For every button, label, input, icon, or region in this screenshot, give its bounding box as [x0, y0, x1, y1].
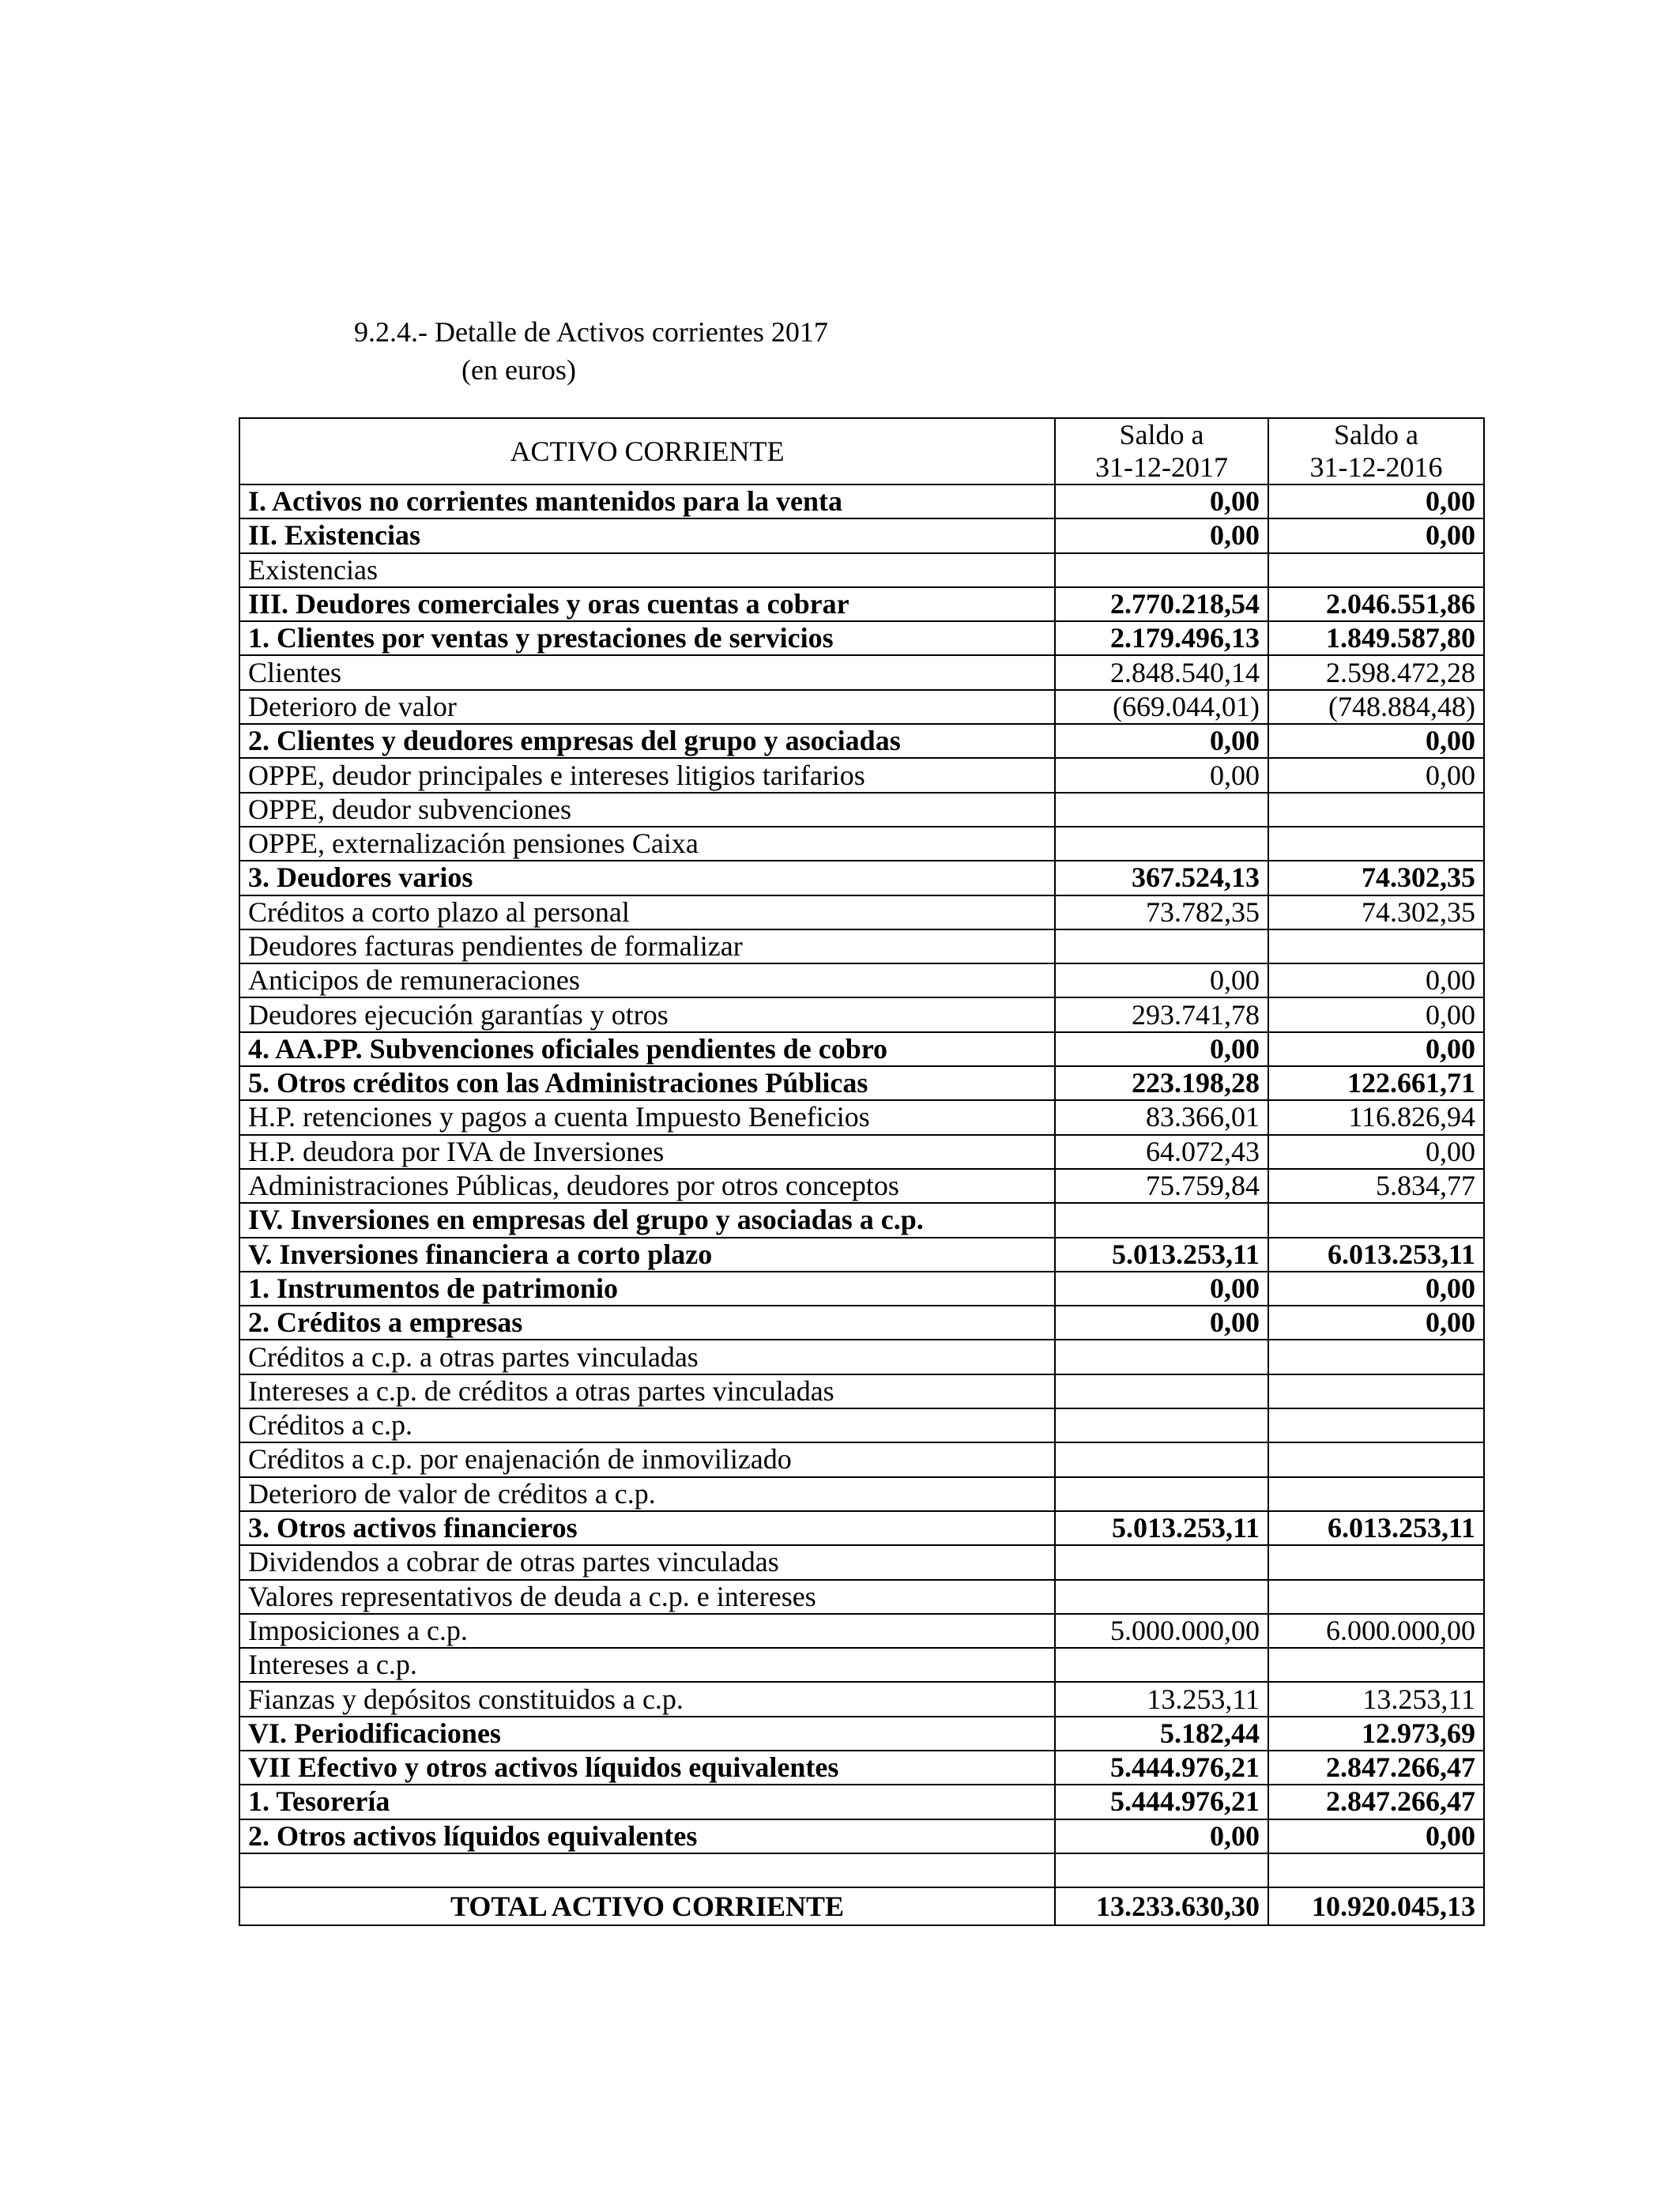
row-label: Créditos a corto plazo al personal [239, 895, 1055, 929]
row-value-2017 [1055, 929, 1268, 963]
row-label: VI. Periodificaciones [239, 1717, 1055, 1751]
row-value-2016: 13.253,11 [1268, 1682, 1484, 1716]
table-row [239, 793, 1484, 827]
table-row [239, 997, 1484, 1031]
document-title: 9.2.4.- Detalle de Activos corrientes 2017 [354, 316, 828, 348]
row-value-2017 [1055, 1477, 1268, 1511]
row-label: Existencias [239, 553, 1055, 587]
row-value-2017: 0,00 [1055, 1032, 1268, 1066]
table-row [239, 1511, 1484, 1545]
table-row [239, 690, 1484, 724]
table-row [239, 621, 1484, 655]
table-header-row [239, 418, 1484, 484]
table-row [239, 1238, 1484, 1272]
blank-row [239, 1853, 1484, 1887]
row-value-2016 [1268, 1203, 1484, 1237]
row-label: Deterioro de valor de créditos a c.p. [239, 1477, 1055, 1511]
row-value-2017: 0,00 [1055, 1272, 1268, 1306]
row-value-2016: 0,00 [1268, 724, 1484, 758]
row-value-2017: 293.741,78 [1055, 997, 1268, 1031]
table-row [239, 655, 1484, 689]
table-row [239, 553, 1484, 587]
row-value-2016: 2.847.266,47 [1268, 1785, 1484, 1819]
table-row [239, 1717, 1484, 1751]
row-value-2016: 122.661,71 [1268, 1066, 1484, 1100]
row-value-2016: 12.973,69 [1268, 1717, 1484, 1751]
table-row [239, 1066, 1484, 1100]
table-body [239, 484, 1484, 1853]
row-label: Fianzas y depósitos constituidos a c.p. [239, 1682, 1055, 1716]
row-label: Deterioro de valor [239, 690, 1055, 724]
table-row [239, 1100, 1484, 1134]
row-value-2016: 2.598.472,28 [1268, 655, 1484, 689]
row-value-2017: 5.000.000,00 [1055, 1614, 1268, 1648]
table-row [239, 1032, 1484, 1066]
table-row [239, 518, 1484, 552]
row-value-2016: 5.834,77 [1268, 1169, 1484, 1203]
row-value-2016 [1268, 793, 1484, 827]
row-label: Créditos a c.p. por enajenación de inmovilizado [239, 1442, 1055, 1476]
row-value-2016 [1268, 929, 1484, 963]
row-label: 1. Tesorería [239, 1785, 1055, 1819]
row-value-2016: 116.826,94 [1268, 1100, 1484, 1134]
row-value-2017 [1055, 1580, 1268, 1614]
row-value-2016: 0,00 [1268, 1306, 1484, 1340]
table-row [239, 1545, 1484, 1579]
header-2017-line2: 31-12-2017 [1095, 451, 1228, 483]
row-label: I. Activos no corrientes mantenidos para la venta [239, 484, 1055, 518]
table-row [239, 861, 1484, 895]
row-value-2017: 0,00 [1055, 963, 1268, 997]
row-value-2017: 223.198,28 [1055, 1066, 1268, 1100]
header-label: ACTIVO CORRIENTE [239, 418, 1055, 484]
row-value-2017 [1055, 1374, 1268, 1408]
table-row [239, 895, 1484, 929]
table-row [239, 963, 1484, 997]
total-label: TOTAL ACTIVO CORRIENTE [239, 1887, 1055, 1925]
row-label: 4. AA.PP. Subvenciones oficiales pendientes de cobro [239, 1032, 1055, 1066]
row-value-2017: 0,00 [1055, 1819, 1268, 1853]
table-row [239, 1169, 1484, 1203]
row-label: OPPE, externalización pensiones Caixa [239, 827, 1055, 861]
row-value-2016: 0,00 [1268, 997, 1484, 1031]
row-value-2017: 0,00 [1055, 758, 1268, 792]
row-value-2017: 5.013.253,11 [1055, 1511, 1268, 1545]
row-value-2017 [1055, 1203, 1268, 1237]
table-row [239, 1306, 1484, 1340]
table-row [239, 1374, 1484, 1408]
row-label: 1. Clientes por ventas y prestaciones de servicios [239, 621, 1055, 655]
table-row [239, 1408, 1484, 1442]
row-value-2016 [1268, 1340, 1484, 1374]
row-label: Valores representativos de deuda a c.p. e intereses [239, 1580, 1055, 1614]
row-label: 5. Otros créditos con las Administraciones Públicas [239, 1066, 1055, 1100]
row-label: II. Existencias [239, 518, 1055, 552]
table-row [239, 484, 1484, 518]
row-label: Créditos a c.p. [239, 1408, 1055, 1442]
total-value-2016: 10.920.045,13 [1268, 1887, 1484, 1925]
row-value-2016: 0,00 [1268, 484, 1484, 518]
row-value-2016 [1268, 1442, 1484, 1476]
header-2016-line2: 31-12-2016 [1309, 451, 1443, 483]
table-row [239, 827, 1484, 861]
row-label: 2. Clientes y deudores empresas del grupo y asociadas [239, 724, 1055, 758]
row-value-2017: 5.182,44 [1055, 1717, 1268, 1751]
row-value-2016 [1268, 827, 1484, 861]
row-label: 3. Otros activos financieros [239, 1511, 1055, 1545]
row-value-2016: 2.046.551,86 [1268, 587, 1484, 621]
row-value-2016 [1268, 1477, 1484, 1511]
row-label: Intereses a c.p. [239, 1648, 1055, 1682]
row-value-2017: 0,00 [1055, 484, 1268, 518]
total-value-2017: 13.233.630,30 [1055, 1887, 1268, 1925]
row-label: Dividendos a cobrar de otras partes vinculadas [239, 1545, 1055, 1579]
row-value-2017 [1055, 1442, 1268, 1476]
row-label: H.P. retenciones y pagos a cuenta Impuesto Beneficios [239, 1100, 1055, 1134]
table-row [239, 1272, 1484, 1306]
current-assets-table [239, 417, 1485, 1926]
row-value-2016: 6.013.253,11 [1268, 1238, 1484, 1272]
row-value-2016 [1268, 1374, 1484, 1408]
row-value-2016: 0,00 [1268, 963, 1484, 997]
table-row [239, 1751, 1484, 1785]
row-value-2017: 75.759,84 [1055, 1169, 1268, 1203]
row-label: Clientes [239, 655, 1055, 689]
table-row [239, 1580, 1484, 1614]
table-row [239, 724, 1484, 758]
row-value-2016: 1.849.587,80 [1268, 621, 1484, 655]
row-label: 2. Otros activos líquidos equivalentes [239, 1819, 1055, 1853]
row-value-2016: 0,00 [1268, 1032, 1484, 1066]
table-row [239, 929, 1484, 963]
table-row [239, 1442, 1484, 1476]
table-row [239, 1340, 1484, 1374]
row-value-2017: 73.782,35 [1055, 895, 1268, 929]
row-value-2016: 0,00 [1268, 758, 1484, 792]
row-label: Imposiciones a c.p. [239, 1614, 1055, 1648]
row-value-2016: 0,00 [1268, 1135, 1484, 1169]
row-label: V. Inversiones financiera a corto plazo [239, 1238, 1055, 1272]
row-label: VII Efectivo y otros activos líquidos equivalentes [239, 1751, 1055, 1785]
row-value-2016: 2.847.266,47 [1268, 1751, 1484, 1785]
row-value-2016 [1268, 1545, 1484, 1579]
row-value-2016 [1268, 1408, 1484, 1442]
row-value-2016: 0,00 [1268, 1272, 1484, 1306]
row-value-2017 [1055, 1408, 1268, 1442]
row-value-2016: 0,00 [1268, 1819, 1484, 1853]
row-label: 2. Créditos a empresas [239, 1306, 1055, 1340]
table-row [239, 1203, 1484, 1237]
blank-cell [239, 1853, 1055, 1887]
row-value-2017 [1055, 1545, 1268, 1579]
total-row [239, 1887, 1484, 1925]
row-value-2017: 0,00 [1055, 724, 1268, 758]
row-label: OPPE, deudor subvenciones [239, 793, 1055, 827]
row-value-2016: 74.302,35 [1268, 861, 1484, 895]
row-value-2017: 2.848.540,14 [1055, 655, 1268, 689]
row-value-2016: 74.302,35 [1268, 895, 1484, 929]
row-value-2017: 64.072,43 [1055, 1135, 1268, 1169]
row-label: Intereses a c.p. de créditos a otras partes vinculadas [239, 1374, 1055, 1408]
table-row [239, 587, 1484, 621]
row-label: Deudores facturas pendientes de formalizar [239, 929, 1055, 963]
row-value-2017: 367.524,13 [1055, 861, 1268, 895]
row-value-2017 [1055, 827, 1268, 861]
row-value-2016: 6.013.253,11 [1268, 1511, 1484, 1545]
row-value-2017 [1055, 1340, 1268, 1374]
row-value-2016 [1268, 1580, 1484, 1614]
header-period-2017 [1055, 418, 1268, 484]
row-label: 1. Instrumentos de patrimonio [239, 1272, 1055, 1306]
header-2016-line1: Saldo a [1334, 419, 1418, 450]
row-label: H.P. deudora por IVA de Inversiones [239, 1135, 1055, 1169]
table-row [239, 758, 1484, 792]
header-period-2016 [1268, 418, 1484, 484]
table-row [239, 1648, 1484, 1682]
row-value-2017: 83.366,01 [1055, 1100, 1268, 1134]
row-value-2017: (669.044,01) [1055, 690, 1268, 724]
row-value-2017: 5.444.976,21 [1055, 1785, 1268, 1819]
row-value-2016: 6.000.000,00 [1268, 1614, 1484, 1648]
row-value-2017: 2.179.496,13 [1055, 621, 1268, 655]
header-2017-line1: Saldo a [1119, 419, 1204, 450]
row-value-2017: 2.770.218,54 [1055, 587, 1268, 621]
row-value-2017 [1055, 1648, 1268, 1682]
document-subtitle: (en euros) [461, 354, 576, 386]
table-row [239, 1135, 1484, 1169]
row-value-2017 [1055, 793, 1268, 827]
row-label: 3. Deudores varios [239, 861, 1055, 895]
blank-cell [1055, 1853, 1268, 1887]
table-row [239, 1819, 1484, 1853]
table-row [239, 1477, 1484, 1511]
row-value-2016: (748.884,48) [1268, 690, 1484, 724]
row-label: Créditos a c.p. a otras partes vinculadas [239, 1340, 1055, 1374]
row-label: Administraciones Públicas, deudores por otros conceptos [239, 1169, 1055, 1203]
row-label: Anticipos de remuneraciones [239, 963, 1055, 997]
row-value-2017: 13.253,11 [1055, 1682, 1268, 1716]
row-value-2017: 5.013.253,11 [1055, 1238, 1268, 1272]
row-value-2016: 0,00 [1268, 518, 1484, 552]
row-value-2016 [1268, 1648, 1484, 1682]
row-label: IV. Inversiones en empresas del grupo y asociadas a c.p. [239, 1203, 1055, 1237]
row-value-2017: 0,00 [1055, 518, 1268, 552]
row-label: III. Deudores comerciales y oras cuentas a cobrar [239, 587, 1055, 621]
row-label: Deudores ejecución garantías y otros [239, 997, 1055, 1031]
table-row [239, 1785, 1484, 1819]
table-row [239, 1614, 1484, 1648]
row-value-2017 [1055, 553, 1268, 587]
table-row [239, 1682, 1484, 1716]
blank-cell [1268, 1853, 1484, 1887]
row-label: OPPE, deudor principales e intereses litigios tarifarios [239, 758, 1055, 792]
row-value-2016 [1268, 553, 1484, 587]
row-value-2017: 5.444.976,21 [1055, 1751, 1268, 1785]
row-value-2017: 0,00 [1055, 1306, 1268, 1340]
